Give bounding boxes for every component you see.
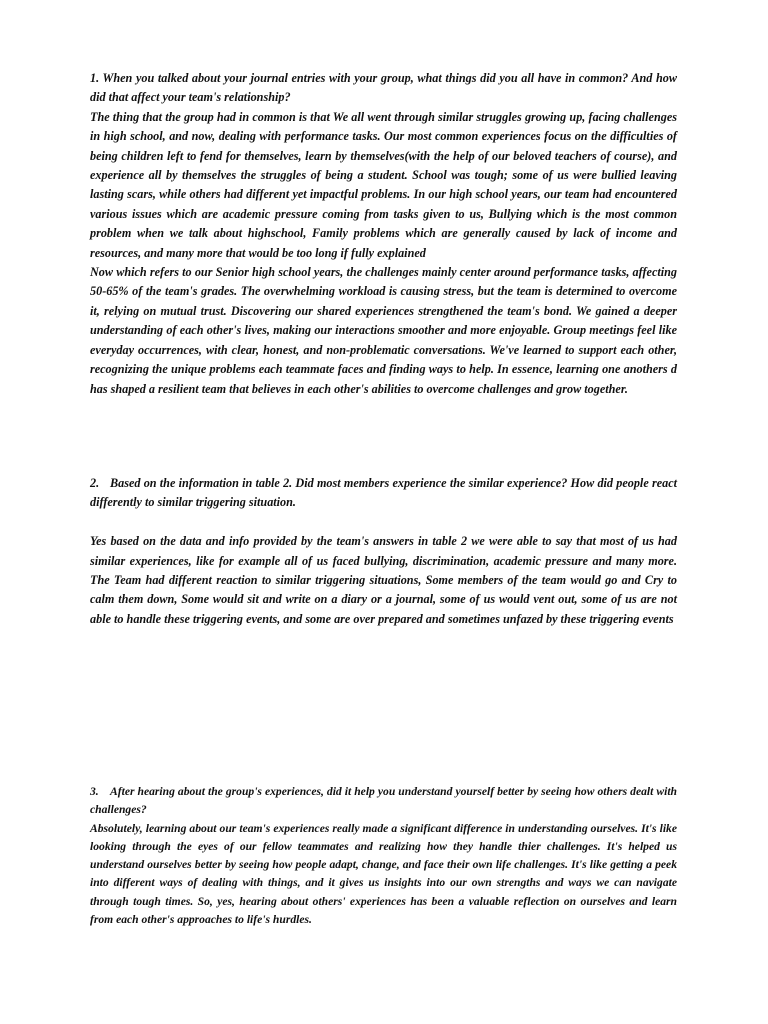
- question-2-number: 2.: [90, 476, 100, 490]
- question-3-number: 3.: [90, 785, 99, 798]
- question-2-text: Based on the information in table 2. Did most members experience the similar experience? How did people react differently to similar triggering situation.: [90, 476, 677, 510]
- answer-1-paragraph-1: The thing that the group had in common is that We all went through similar struggles growing up, facing challenges in high school, and now, dealing with performance tasks. Our most common experiences focus on the difficulties of being children left to fend for themselves, learn by themselves(with the help of our beloved teachers of course), and experience all by themselves the struggles of being a student. School was tough; some of us were bullied leaving lasting scars, while others had different yet impactful problems. In our high school years, our team had encountered various issues which are academic pressure coming from tasks given to us, Bullying which is the most common problem when we talk about highschool, Family problems which are generally caused by lack of income and resources, and many more that would be too long if fully explained: [90, 109, 677, 260]
- question-1: 1. When you talked about your journal entries with your group, what things did you all have in common? And how did that affect your team's relationship?: [90, 71, 677, 105]
- section-2: [90, 474, 677, 629]
- answer-2: Yes based on the data and info provided by the team's answers in table 2 we were able to say that most of us had similar experiences, like for example all of us faced bullying, discrimination, academic pressure and many more. The Team had different reaction to similar triggering situations, Some members of the team would go and Cry to calm them down, Some would sit and write on a diary or a journal, some of us would vent out, some of us are not able to handle these triggering events, and some are over prepared and sometimes unfazed by these triggering events: [90, 534, 677, 626]
- question-3-text: After hearing about the group's experiences, did it help you understand yourself better by seeing how others dealt with challenges?: [90, 785, 677, 817]
- question-2: [90, 474, 677, 513]
- section-1: [90, 69, 677, 399]
- answer-3: Absolutely, learning about our team's experiences really made a significant difference in understanding ourselves. It's like looking through the eyes of our fellow teammates and realizing how they handle thier challenges. It's helped us understand ourselves better by seeing how people adapt, change, and face their own life challenges. It's like getting a peek into different ways of dealing with things, and it gives us insights into our own strengths and ways we can navigate through tough times. So, yes, hearing about others' experiences has been a valuable reflection on ourselves and learn from each other's approaches to life's hurdles.: [90, 821, 677, 927]
- question-3: [90, 783, 677, 820]
- answer-1-paragraph-2: Now which refers to our Senior high school years, the challenges mainly center around performance tasks, affecting 50-65% of the team's grades. The overwhelming workload is causing stress, but the team is determined to overcome it, relying on mutual trust. Discovering our shared experiences strengthened the team's bond. We gained a deeper understanding of each other's lives, making our interactions smoother and more enjoyable. Group meetings feel like everyday occurrences, with clear, honest, and non-problematic conversations. We've learned to support each other, recognizing the unique problems each teammate faces and finding ways to help. In essence, learning one anothers d has shaped a resilient team that believes in each other's abilities to overcome challenges and grow together.: [90, 265, 677, 396]
- section-3: [90, 783, 677, 929]
